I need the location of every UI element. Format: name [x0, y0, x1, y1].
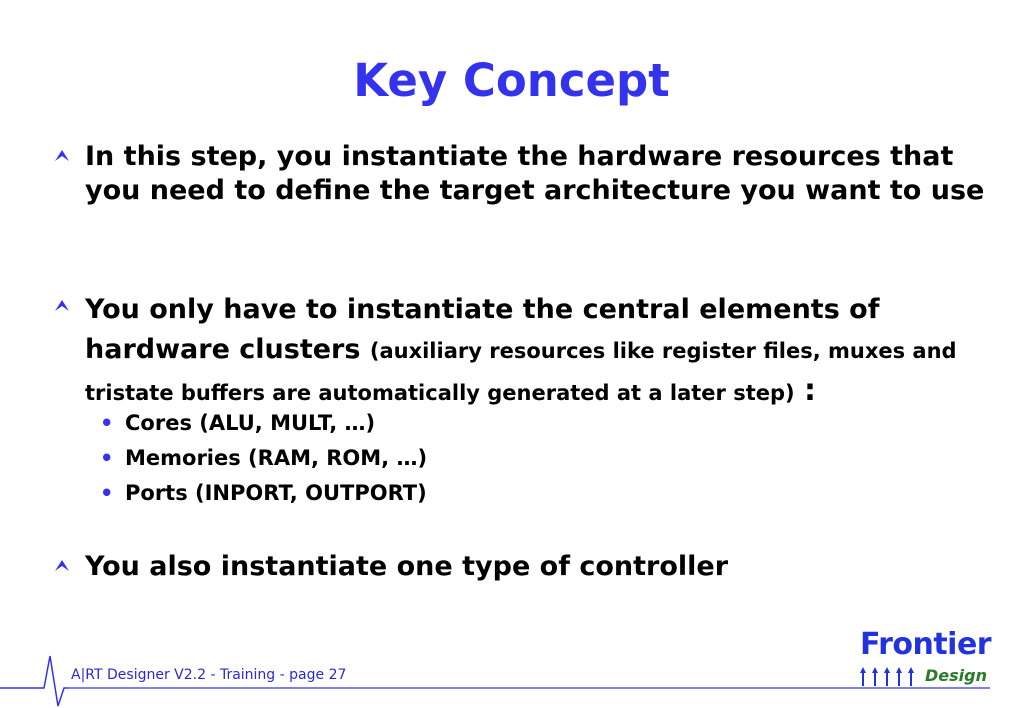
company-logo	[858, 627, 992, 688]
sub-bullet-item	[100, 406, 900, 441]
bullet-text-group	[85, 290, 994, 413]
dot-icon: •	[100, 411, 114, 435]
bullet-colon: :	[804, 373, 817, 408]
sub-bullet-text: Ports (INPORT, OUTPORT)	[125, 481, 427, 505]
logo-subtext: Design	[925, 666, 987, 685]
sub-bullet-list	[100, 406, 900, 511]
up-arrows-icon	[860, 666, 922, 686]
sub-bullet-item	[100, 441, 900, 476]
chevron-up-icon	[54, 558, 70, 572]
dot-icon: •	[100, 481, 114, 505]
bullet-item	[54, 550, 994, 584]
sub-bullet-text: Cores (ALU, MULT, …)	[125, 411, 376, 435]
bullet-item	[54, 290, 994, 413]
bullet-item	[54, 140, 994, 208]
bullet-text: You only have to instantiate the central elements of hardware clusters	[85, 294, 880, 365]
sub-bullet-text: Memories (RAM, ROM, …)	[125, 446, 428, 470]
bullet-aux-text: (auxiliary resources like register files, muxes and tristate buffers are automatically generated at a later step)	[85, 339, 957, 405]
logo-wordmark: Frontier	[860, 627, 992, 662]
dot-icon: •	[100, 446, 114, 470]
bullet-text: In this step, you instantiate the hardware resources that you need to define the target architecture you want to use	[85, 141, 985, 206]
chevron-up-icon	[54, 148, 70, 162]
chevron-up-icon	[54, 298, 70, 312]
sub-bullet-item	[100, 476, 900, 511]
slide-title: Key Concept	[353, 54, 670, 107]
bullet-text: You also instantiate one type of controller	[85, 551, 729, 582]
footer-text: A|RT Designer V2.2 - Training - page 27	[71, 667, 347, 683]
